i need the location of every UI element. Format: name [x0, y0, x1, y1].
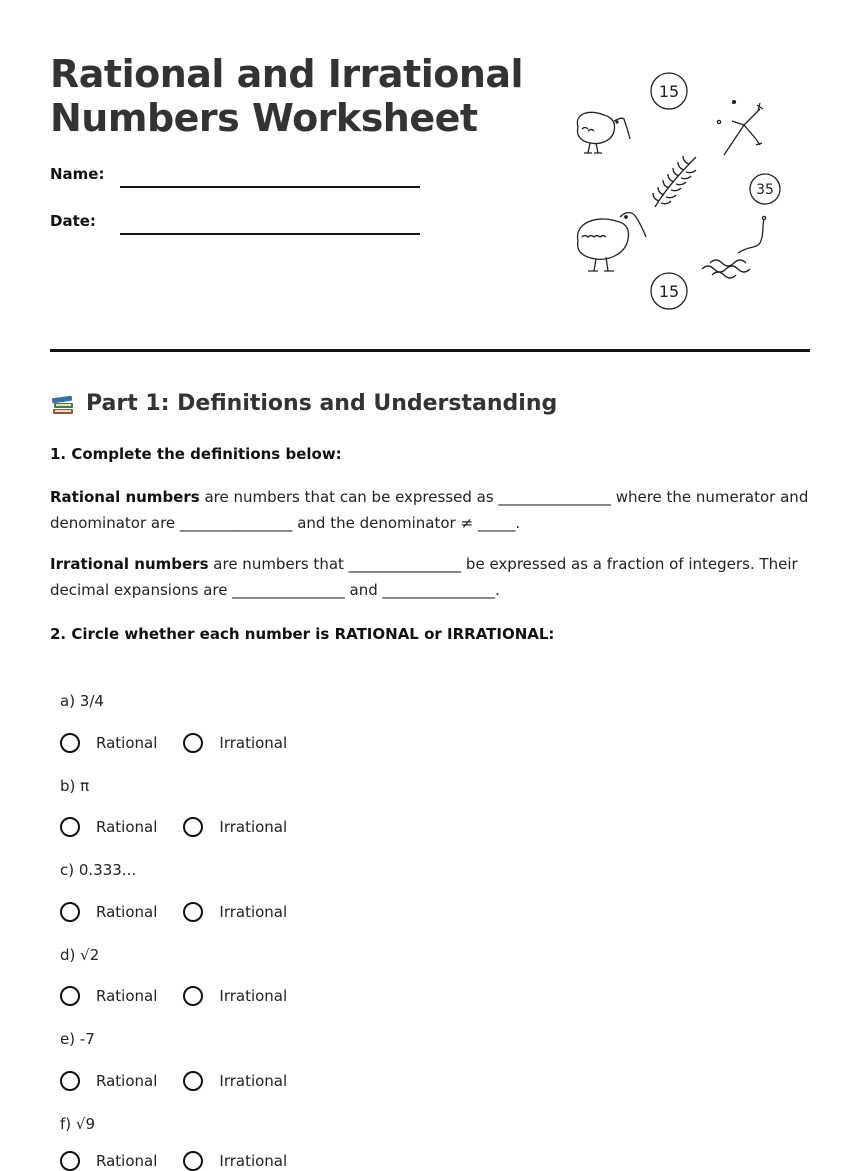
rational-definition [50, 484, 820, 536]
radio-circle[interactable] [183, 902, 203, 922]
irrational-definition [50, 551, 820, 603]
item-d-irrational-option[interactable]: Irrational [183, 986, 287, 1006]
radio-circle[interactable] [60, 817, 80, 837]
svg-text:15: 15 [658, 82, 680, 101]
radio-circle[interactable] [60, 1151, 80, 1171]
radio-circle[interactable] [183, 1071, 203, 1091]
item-a-rational-option[interactable]: Rational [60, 733, 157, 753]
wave-icon [702, 216, 766, 278]
item-d-rational-option[interactable]: Rational [60, 986, 157, 1006]
part-1-heading-text: Part 1: Definitions and Understanding [86, 391, 558, 416]
item-c-irrational-option[interactable]: Irrational [183, 902, 287, 922]
item-b-irrational-option[interactable]: Irrational [183, 817, 287, 837]
item-d-options [60, 986, 313, 1006]
worksheet-illustration [560, 65, 800, 315]
page-title [50, 52, 523, 140]
item-b-label: b) π [60, 777, 90, 795]
radio-circle[interactable] [183, 733, 203, 753]
name-label: Name: [50, 165, 105, 183]
item-d-label: d) √2 [60, 946, 100, 964]
item-e-label: e) -7 [60, 1030, 95, 1048]
kiwi-bird-icon [577, 112, 630, 153]
item-f-options [60, 1151, 313, 1171]
item-b-rational-option[interactable]: Rational [60, 817, 157, 837]
question-1-prompt: 1. Complete the definitions below: [50, 445, 342, 463]
item-c-label: c) 0.333... [60, 861, 137, 879]
item-c-rational-option[interactable]: Rational [60, 902, 157, 922]
svg-text:35: 35 [756, 182, 774, 198]
item-a-label: a) 3/4 [60, 692, 104, 710]
title-line-2: Numbers Worksheet [50, 96, 478, 140]
number-circle-2 [750, 174, 780, 204]
name-field[interactable] [120, 186, 420, 188]
item-a-irrational-option[interactable]: Irrational [183, 733, 287, 753]
item-f-rational-option[interactable]: Rational [60, 1151, 157, 1171]
item-e-rational-option[interactable]: Rational [60, 1071, 157, 1091]
item-a-options [60, 733, 313, 753]
irrational-definition-text: are numbers that _______________ be expressed as a fraction of integers. Their decimal expansions are _______________ and _______________. [50, 555, 798, 599]
kiwi-bird-icon-large [578, 213, 646, 272]
svg-text:15: 15 [658, 282, 680, 301]
title-line-1: Rational and Irrational [50, 52, 524, 96]
rational-definition-text: are numbers that can be expressed as _______________ where the numerator and denominator are _______________ and the denominator ≠ _____. [50, 488, 809, 532]
fern-icon [653, 156, 696, 207]
date-field[interactable] [120, 233, 420, 235]
item-b-options [60, 817, 313, 837]
item-c-options [60, 902, 313, 922]
part-1-heading [50, 388, 557, 420]
number-circle-3 [651, 273, 687, 309]
date-label: Date: [50, 212, 96, 230]
question-2-prompt: 2. Circle whether each number is RATIONAL or IRRATIONAL: [50, 625, 555, 643]
radio-circle[interactable] [60, 1071, 80, 1091]
rational-term: Rational numbers [50, 488, 200, 506]
radio-circle[interactable] [183, 1151, 203, 1171]
item-f-label: f) √9 [60, 1115, 96, 1133]
books-icon [50, 391, 76, 417]
number-circle-1 [651, 73, 687, 109]
radio-circle[interactable] [183, 986, 203, 1006]
item-e-options [60, 1071, 313, 1091]
irrational-term: Irrational numbers [50, 555, 209, 573]
item-f-irrational-option[interactable]: Irrational [183, 1151, 287, 1171]
item-e-irrational-option[interactable]: Irrational [183, 1071, 287, 1091]
header-divider [50, 349, 810, 352]
constellation-icon [717, 101, 763, 155]
radio-circle[interactable] [183, 817, 203, 837]
radio-circle[interactable] [60, 986, 80, 1006]
radio-circle[interactable] [60, 902, 80, 922]
radio-circle[interactable] [60, 733, 80, 753]
